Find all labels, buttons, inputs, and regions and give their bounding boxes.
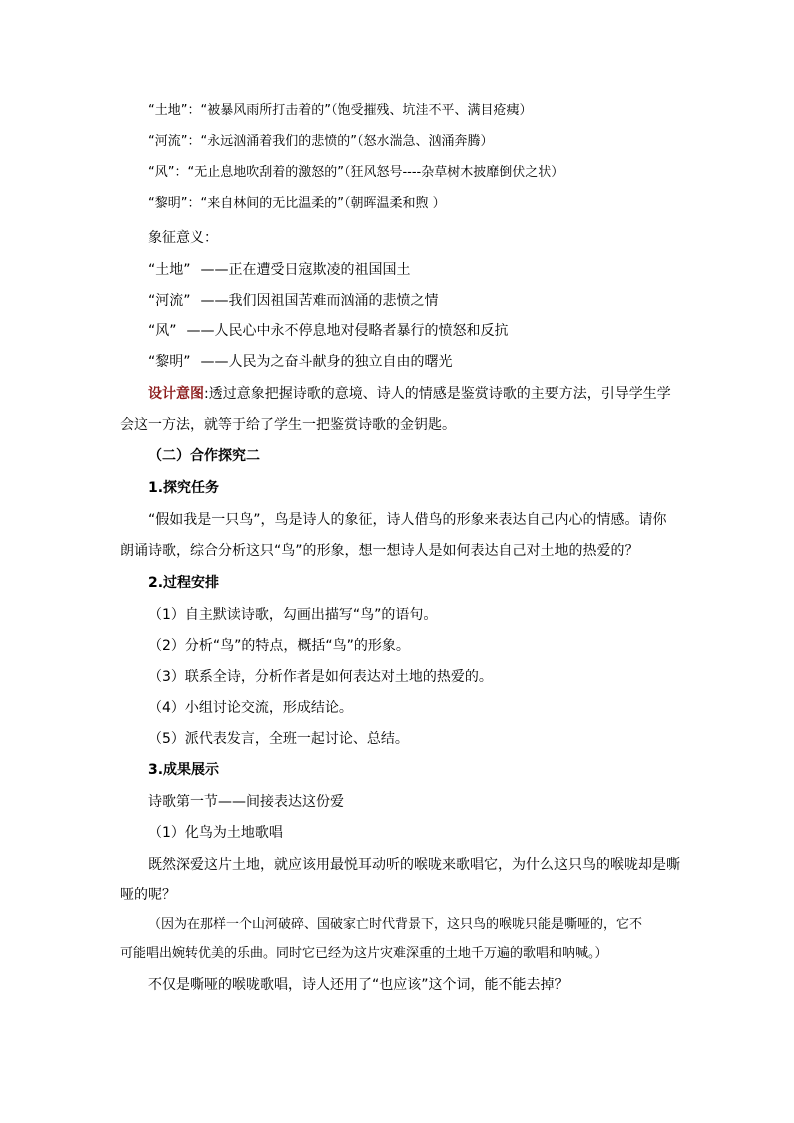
process-step: （4）小组讨论交流，形成结论。: [148, 700, 353, 716]
symbolism-line-river: [148, 291, 439, 311]
separator: ：: [187, 196, 201, 211]
symbolism-heading: 象征意义：: [148, 230, 218, 246]
results-heading: 3.成果展示: [148, 762, 220, 778]
task-paragraph-line1: “假如我是一只鸟”，鸟是诗人的象征，诗人借鸟的形象来表达自己内心的情感。请你: [148, 512, 667, 528]
quote: “无止息地吹刮着的激怒的”: [187, 165, 344, 180]
stanza-title: 诗歌第一节——间接表达这份爱: [148, 794, 344, 810]
process-step: （5）派代表发言，全班一起讨论、总结。: [148, 731, 409, 747]
note: （朝晖温柔和煦 ）: [343, 196, 446, 211]
note: （怒水湍急、汹涌奔腾）: [356, 134, 494, 149]
term: “土地”: [148, 103, 188, 118]
imagery-line-wind: [148, 163, 564, 183]
quote: “永远汹涌着我们的悲愤的”: [200, 134, 357, 149]
quote: “来自林间的无比温柔的”: [200, 196, 344, 211]
note: （狂风怒号----杂草树木披靡倒伏之状）: [343, 165, 565, 180]
term: “黎明”: [148, 196, 188, 211]
sub-point: （1）化鸟为土地歌唱: [148, 825, 283, 841]
quote: “被暴风雨所打击着的”: [200, 103, 331, 118]
process-heading: 2.过程安排: [148, 575, 220, 591]
term: “风”: [148, 165, 175, 180]
meaning: ——人民为之奋斗献身的独立自由的曙光: [200, 354, 453, 370]
meaning: ——我们因祖国苦难而汹涌的悲愤之情: [200, 293, 439, 309]
term: “风”: [148, 323, 177, 339]
imagery-line-river: [148, 132, 494, 152]
process-step: （2）分析“鸟”的特点，概括“鸟”的形象。: [148, 638, 410, 654]
question2: 不仅是嘶哑的喉咙歌唱，诗人还用了“也应该”这个词，能不能去掉？: [148, 977, 569, 993]
process-step: （1）自主默读诗歌，勾画出描写“鸟”的语句。: [148, 607, 438, 623]
imagery-line-land: [148, 101, 533, 121]
symbolism-line-land: [148, 260, 411, 280]
answer1-line2: 可能唱出婉转优美的乐曲。同时它已经为这片灾难深重的土地千万遍的歌唱和呐喊。）: [120, 946, 608, 961]
design-intent-line2: 会这一方法，就等于给了学生一把鉴赏诗歌的金钥匙。: [120, 417, 456, 433]
symbolism-line-wind: [148, 321, 509, 341]
note: （饱受摧残、坑洼不平、满目疮痍）: [330, 103, 533, 118]
term: “土地”: [148, 262, 191, 278]
task-paragraph-line2: 朗诵诗歌，综合分析这只“鸟”的形象，想一想诗人是如何表达自己对土地的热爱的？: [120, 543, 639, 559]
term: “河流”: [148, 134, 188, 149]
process-step: （3）联系全诗，分析作者是如何表达对土地的热爱的。: [148, 669, 493, 685]
separator: ：: [187, 103, 201, 118]
separator: ：: [187, 134, 201, 149]
question1-line2: 哑的呢？: [120, 887, 176, 903]
meaning: ——人民心中永不停息地对侵略者暴行的愤怒和反抗: [186, 323, 509, 339]
design-intent-text: :透过意象把握诗歌的意境、诗人的情感是鉴赏诗歌的主要方法，引导学生学: [204, 386, 671, 402]
imagery-line-dawn: [148, 194, 446, 214]
symbolism-line-dawn: [148, 352, 453, 372]
separator: ：: [174, 165, 188, 180]
design-intent-label: 设计意图: [148, 386, 204, 402]
meaning: ——正在遭受日寇欺凌的祖国国土: [200, 262, 411, 278]
task-heading: 1.探究任务: [148, 480, 220, 496]
question1-line1: 既然深爱这片土地，就应该用最悦耳动听的喉咙来歌唱它，为什么这只鸟的喉咙却是嘶: [148, 857, 680, 873]
answer1-line1: （因为在那样一个山河破碎、国破家亡时代背景下，这只鸟的喉咙只能是嘶哑的，它不: [148, 917, 643, 932]
design-intent-line1: [148, 384, 671, 404]
term: “黎明”: [148, 354, 191, 370]
term: “河流”: [148, 293, 191, 309]
section-heading: （二）合作探究二: [148, 448, 260, 464]
